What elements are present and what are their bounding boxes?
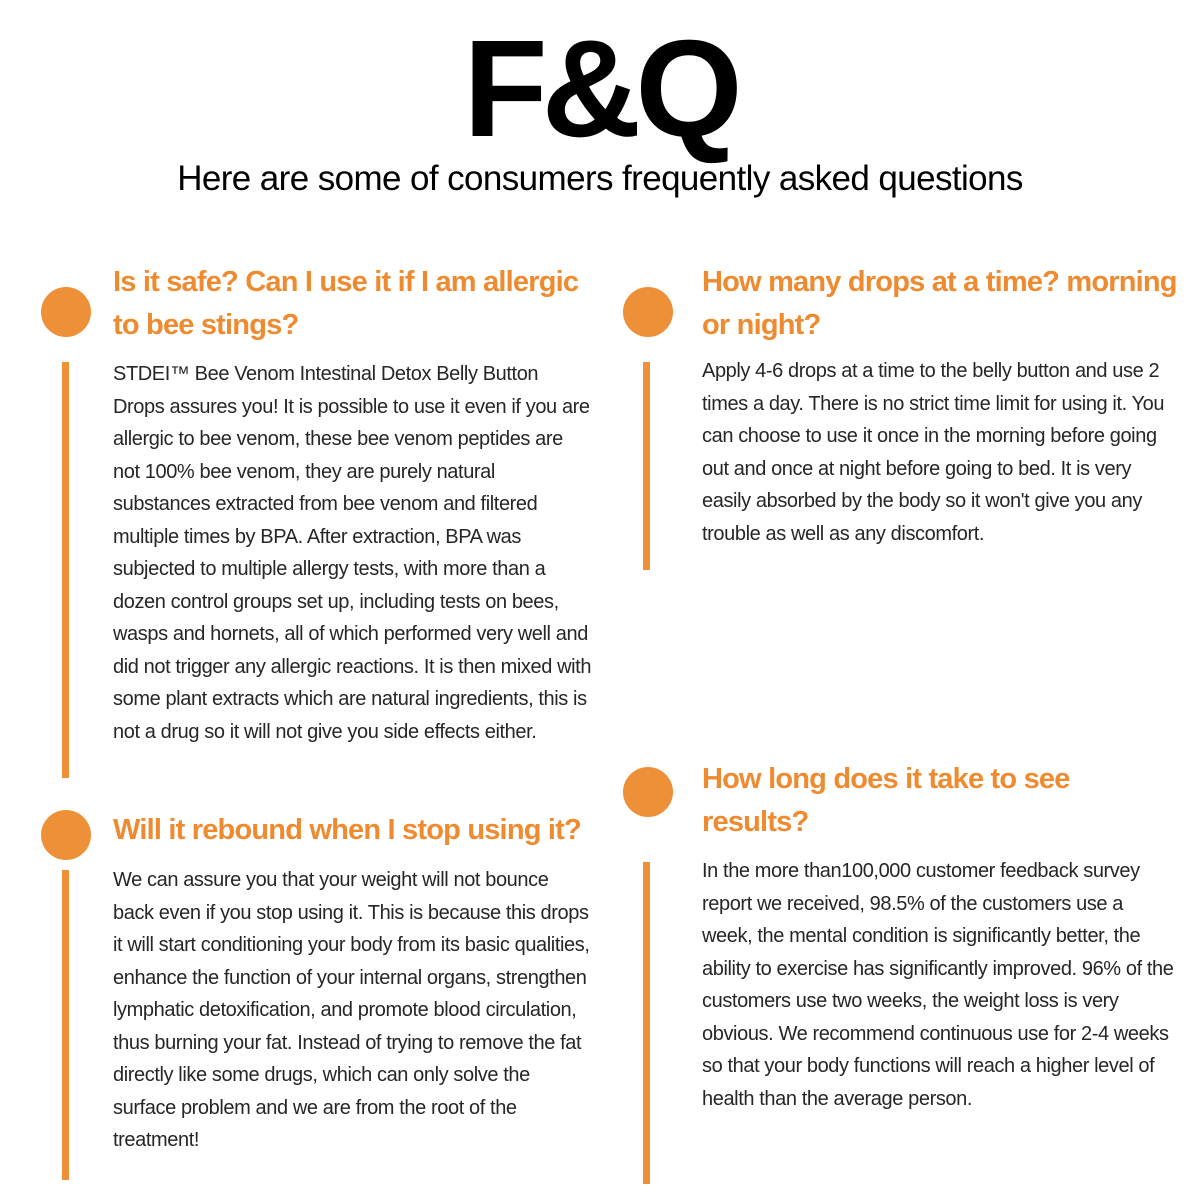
faq-question: How long does it take to see results? xyxy=(702,763,1070,838)
faq-answer: In the more than100,000 customer feedback survey report we received, 98.5% of the customers use a week, the mental condition is significantly better, the ability to exercise has significantly improved. 96% of the customers use two weeks, the weight loss is very obvious. We recommend continuous use for 2-4 weeks so that your body functions will reach a higher level of health than the average person. xyxy=(702,860,1174,1110)
faq-answer: We can assure you that your weight will not bounce back even if you stop using it. This is because this drops it will start conditioning your body from its basic qualities, enhance the function of your internal organs, strengthen lymphatic detoxification, and promote blood circulation, thus burning your fat. Instead of trying to remove the fat directly like some drugs, which can only solve the surface problem and we are from the root of the treatment! xyxy=(113,869,590,1151)
bullet-dot xyxy=(623,767,673,817)
accent-bar xyxy=(62,362,69,778)
accent-bar xyxy=(643,362,650,570)
bullet-dot xyxy=(41,287,91,337)
page-title: F&Q xyxy=(463,12,737,166)
bullet-dot xyxy=(41,810,91,860)
bullet-dot xyxy=(623,287,673,337)
faq-answer: STDEI™ Bee Venom Intestinal Detox Belly Button Drops assures you! It is possible to use it even if you are allergic to bee venom, these bee venom peptides are not 100% bee venom, they are purely natural substances extracted from bee venom and filtered multiple times by BPA. After extraction, BPA was subjected to multiple allergy tests, with more than a dozen control groups set up, including tests on bees, wasps and hornets, all of which performed very well and did not trigger any allergic reactions. It is then mixed with some plant extracts which are natural ingredients, this is not a drug so it will not give you side effects either. xyxy=(113,363,592,743)
accent-bar xyxy=(643,862,650,1184)
faq-question: Will it rebound when I stop using it? xyxy=(113,814,581,846)
accent-bar xyxy=(62,870,69,1180)
faq-question: How many drops at a time? morning or night? xyxy=(702,266,1177,341)
page-subtitle: Here are some of consumers frequently asked questions xyxy=(177,159,1023,198)
faq-question: Is it safe? Can I use it if I am allergic to bee stings? xyxy=(113,266,579,341)
faq-answer: Apply 4-6 drops at a time to the belly button and use 2 times a day. There is no strict time limit for using it. You can choose to use it once in the morning before going out and once at night before going to bed. It is very easily absorbed by the body so it won't give you any trouble as well as any discomfort. xyxy=(702,360,1165,545)
